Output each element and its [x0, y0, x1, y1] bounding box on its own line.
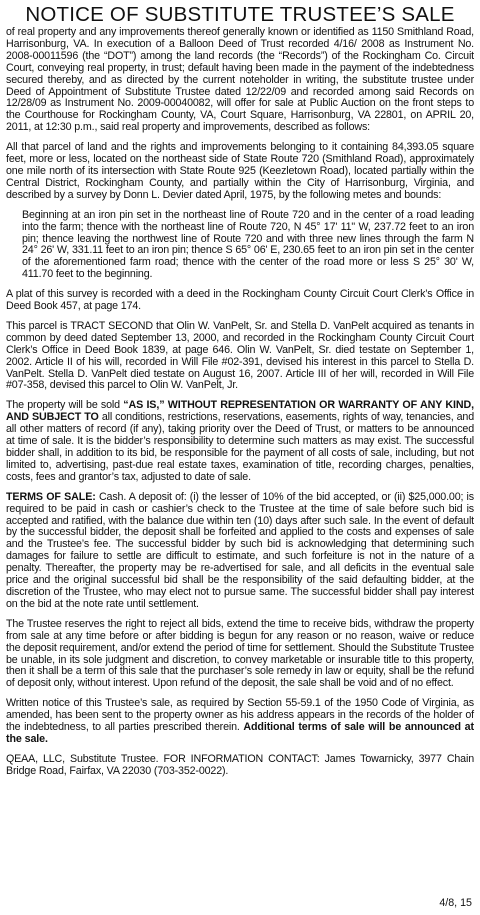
paragraph-trustee-reservations: The Trustee reserves the right to reject all bids, extend the time to receive bids, withdraw the property from sale at any time before or after bidding is begun for any reason or no reason, waive or reduce the deposit requirement, and/or extend the period of time for settlement. Should the Substitute Trustee be unable, in its sole judgment and discretion, to convey marketable or insurable title to this property, then it shall be a term of this sale that the purchaser’s sole remedy in law or equity, shall be the refund of deposit only, without interest. Upon refund of the deposit, the sale shall be void and of no effect. [6, 617, 474, 690]
paragraph-parcel-description: All that parcel of land and the rights and improvements belonging to it containing 84,393.05 square feet, more or less, located on the northeast side of State Route 720 (Smithland Road), approximately one mile north of its intersection with State Route 925 (Keezletown Road), located partially within the Central District, Rockingham County, and partially within the City of Harrisonburg, Virginia, and described by a survey by Donn L. Devier dated April, 1975, by the following metes and bounds: [6, 141, 474, 201]
paragraph-plat-record: A plat of this survey is recorded with a deed in the Rockingham County Circuit Court Clerk’s Office in Deed Book 457, at page 174. [6, 288, 474, 313]
notice-body [6, 27, 474, 778]
paragraph-tract-history: This parcel is TRACT SECOND that Olin W. VanPelt, Sr. and Stella D. VanPelt acquired as tenants in common by deed dated September 13, 2000, and recorded in the Rockingham County Circuit Court Clerk’s Office in Deed Book 1839, at page 646. Olin W. VanPelt, Sr. died testate on September 1, 2002. Article II of his will, recorded in Will File #02-391, devised his interest in this parcel to Stella D. VanPelt. Stella D. VanPelt died testate on August 16, 2007. Article III of her will, recorded in Will File #07-358, devised this parcel to Olin W. VanPelt, Jr. [6, 319, 474, 392]
terms-of-sale-label: TERMS OF SALE: [6, 490, 96, 503]
paragraph-as-is [6, 400, 474, 483]
written-notice-text: Written notice of this Trustee’s sale, as required by Section 55-59.1 of the 1950 Code of Virginia, as amended, has been sent to the property owner as his address appears in the records of the holder of the indebtedness, to all parties prescribed therein. [6, 697, 474, 734]
additional-terms-note: Additional terms of sale will be announced at the sale. [6, 721, 474, 745]
as-is-intro: The property will be sold [6, 399, 124, 412]
notice-title: NOTICE OF SUBSTITUTE TRUSTEE’S SALE [25, 3, 455, 26]
paragraph-terms-of-sale [6, 492, 474, 611]
as-is-warranty-clause: “AS IS,” WITHOUT REPRESENTATION OR WARRANTY OF ANY KIND, AND SUBJECT TO [6, 399, 474, 424]
paragraph-written-notice [6, 698, 474, 746]
paragraph-property-intro: of real property and any improvements thereof generally known or identified as 1150 Smithland Road, Harrisonburg, VA. In execution of a Balloon Deed of Trust recorded 4/16/ 2008 as Instrument No. 2008-00011596 (the “DOT”) among the land records (the “Records”) of the Rockingham Co. Circuit Court, conveying real property, in trust; default having been made in the payment of the indebtedness secured thereby, and as directed by the current noteholder in writing, the substitute trustee under Deed of Appointment of Substitute Trustee dated 12/22/09 and recorded among said Records on 12/28/09 as Instrument No. 2009-00040082, will offer for sale at Public Auction on the front steps to the Courthouse for Rockingham County, VA, Court Square, Harrisonburg, VA 22801, on APRIL 20, 2011, at 12:30 p.m., said real property and improvements, described as follows: [6, 26, 474, 134]
as-is-conditions: all conditions, restrictions, reservations, easements, rights of way, tenancies, and all other matters of record (if any), taking priority over the Deed of Trust, or matters to be announced at time of sale. It is the bidder’s responsibility to determine such matters as may exist. The successful bidder shall, in addition to its bid, be responsible for the payment of all costs of sale, including, but not limited to, advertising, past-due real estate taxes, examination of title, recording charges, penalties, costs, fees and grantor’s tax, adjusted to date of sale. [6, 411, 474, 483]
paragraph-metes-and-bounds: Beginning at an iron pin set in the northeast line of Route 720 and in the center of a road leading into the farm; thence with the northeast line of Route 720, N 45° 17' 11" W, 237.72 feet to an iron pin; thence leaving the northwest line of Route 720 and with three new lines through the farm N 24° 26' W, 331.11 feet to an iron pin; thence S 65° 06' E, 230.65 feet to an iron pin set in the center of the aforementioned farm road; thence with the center of the road more or less S 25° 30' W, 411.70 feet to the beginning. [22, 208, 474, 281]
publication-dates: 4/8, 15 [439, 897, 472, 909]
terms-of-sale-text: Cash. A deposit of: (i) the lesser of 10% of the bid accepted, or (ii) $25,000.00; is required to be paid in cash or cashier’s check to the Trustee at the time of sale before such bid is accepted and ratified, with the balance due within ten (10) days after such sale. In the event of default by the successful bidder, the deposit shall be forfeited and applied to the costs and expenses of sale and the Trustee’s fee. The successful bidder by such bid is acknowledging that determining such damages for failure to settle are difficult to estimate, and such forfeiture is not in the nature of a penalty. Thereafter, the property may be re-advertised for sale, and all deficits in the eventual sale price and the original successful bid shall be the responsibility of the said defaulting bidder, at the discretion of the Trustee, who may elect not to pursue same. The successful bidder shall pay interest on the bid at the note rate until settlement. [6, 490, 474, 610]
paragraph-contact: QEAA, LLC, Substitute Trustee. FOR INFORMATION CONTACT: James Towarnicky, 3977 Chain Bridge Road, Fairfax, VA 22030 (703-352-0022). [6, 752, 474, 777]
